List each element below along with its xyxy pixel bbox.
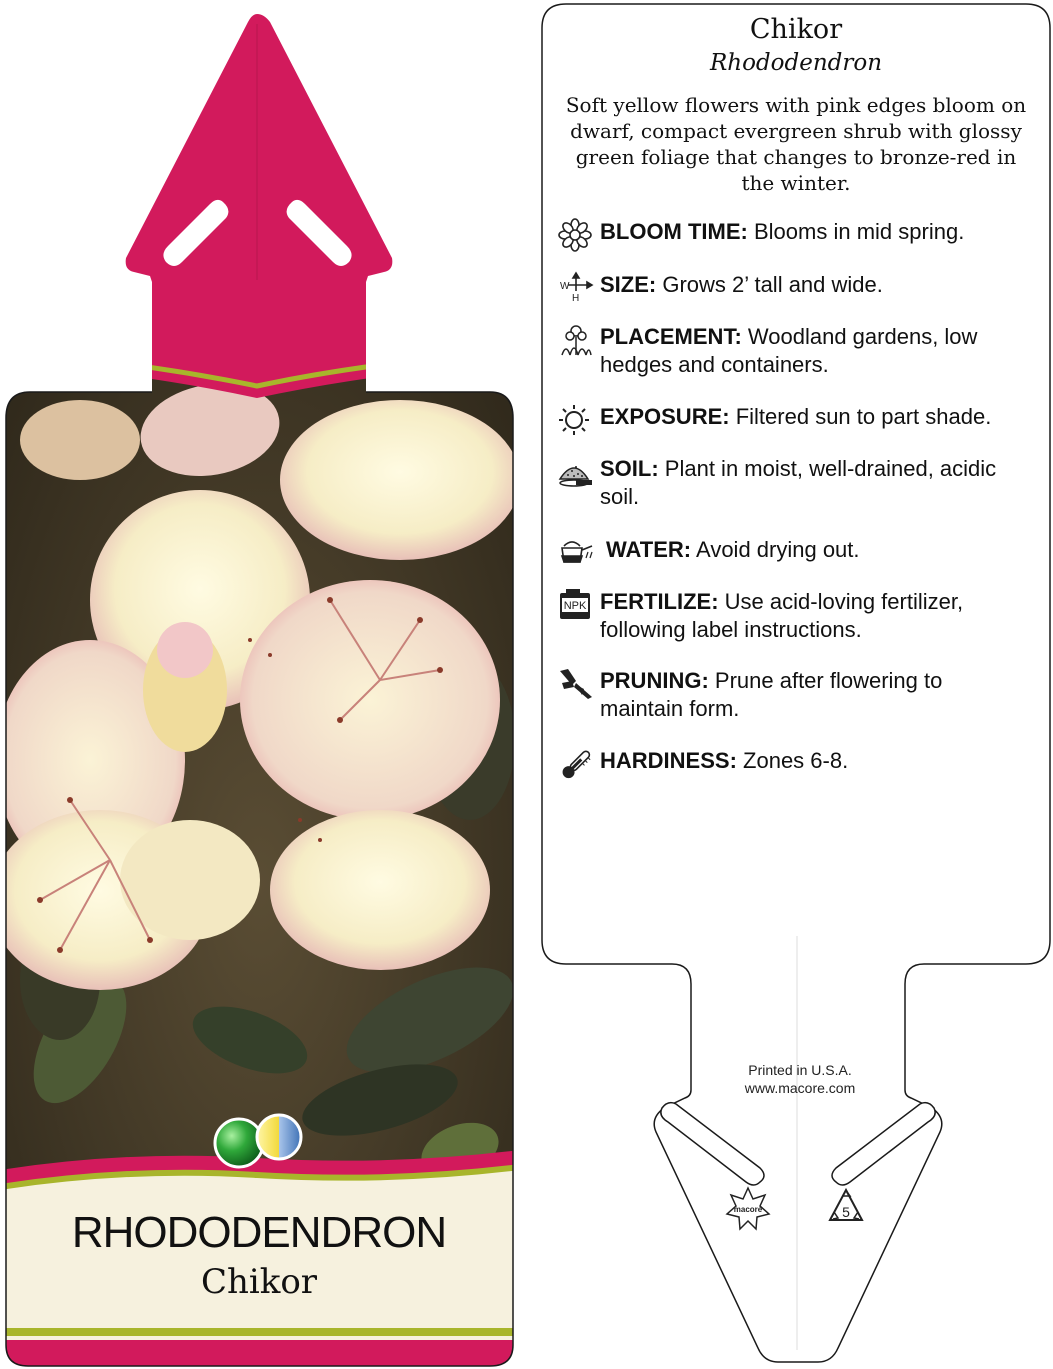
soil-value-2: soil. <box>600 484 640 509</box>
recycle-number: 5 <box>842 1204 850 1220</box>
hardiness-value: Zones 6-8. <box>743 748 849 773</box>
pruners-icon <box>558 667 594 701</box>
size-label: SIZE: <box>600 272 657 297</box>
soil-label: SOIL: <box>600 456 659 481</box>
size-value: Grows 2’ tall and wide. <box>662 272 883 297</box>
front-cultivar-name: Chikor <box>200 1262 318 1302</box>
water-label: WATER: <box>606 537 692 562</box>
arrow-head <box>126 14 393 282</box>
fertilizer-icon <box>558 588 594 622</box>
plant-name: Chikor <box>749 14 843 45</box>
sun-icon <box>558 403 594 437</box>
size-icon <box>558 271 594 305</box>
fertilize-value: Use acid-loving fertilizer, <box>724 589 964 614</box>
placement-icon <box>558 323 594 357</box>
svg-text:macore: macore <box>733 1205 763 1214</box>
exposure-value: Filtered sun to part shade. <box>735 404 992 429</box>
size-h: H <box>572 293 580 304</box>
fertilize-value-2: following label instructions. <box>600 617 862 642</box>
watering-can-icon <box>558 536 594 570</box>
bloom-time-label: BLOOM TIME: <box>600 219 748 244</box>
placement-label: PLACEMENT: <box>600 324 742 349</box>
plant-description: Soft yellow flowers with pink edges bloom on dwarf, compact evergreen shrub with glossy green foliage that changes to bronze-red in the winter. <box>565 93 1027 195</box>
pruning-value: Prune after flowering to <box>714 668 943 693</box>
pruning-value-2: maintain form. <box>600 696 740 721</box>
thermometer-icon <box>558 747 594 781</box>
size-w: W <box>560 281 570 292</box>
front-genus-title: RHODODENDRON <box>71 1208 447 1257</box>
water-value: Avoid drying out. <box>696 537 860 562</box>
hardiness-label: HARDINESS: <box>600 748 737 773</box>
soil-value: Plant in moist, well-drained, acidic <box>664 456 997 481</box>
bloom-time-value: Blooms in mid spring. <box>754 219 965 244</box>
printed-in: Printed in U.S.A. <box>748 1062 852 1078</box>
exposure-label: EXPOSURE: <box>600 404 730 429</box>
printed-info <box>700 1061 900 1097</box>
soil-icon <box>558 455 594 489</box>
placement-value-2: hedges and containers. <box>600 352 829 377</box>
plant-genus: Rhododendron <box>709 50 883 76</box>
placement-value: Woodland gardens, low <box>747 324 978 349</box>
flower-icon <box>558 218 594 252</box>
website: www.macore.com <box>744 1080 856 1096</box>
pruning-label: PRUNING: <box>600 668 709 693</box>
fertilize-label: FERTILIZE: <box>600 589 719 614</box>
npk-badge: NPK <box>563 600 587 612</box>
